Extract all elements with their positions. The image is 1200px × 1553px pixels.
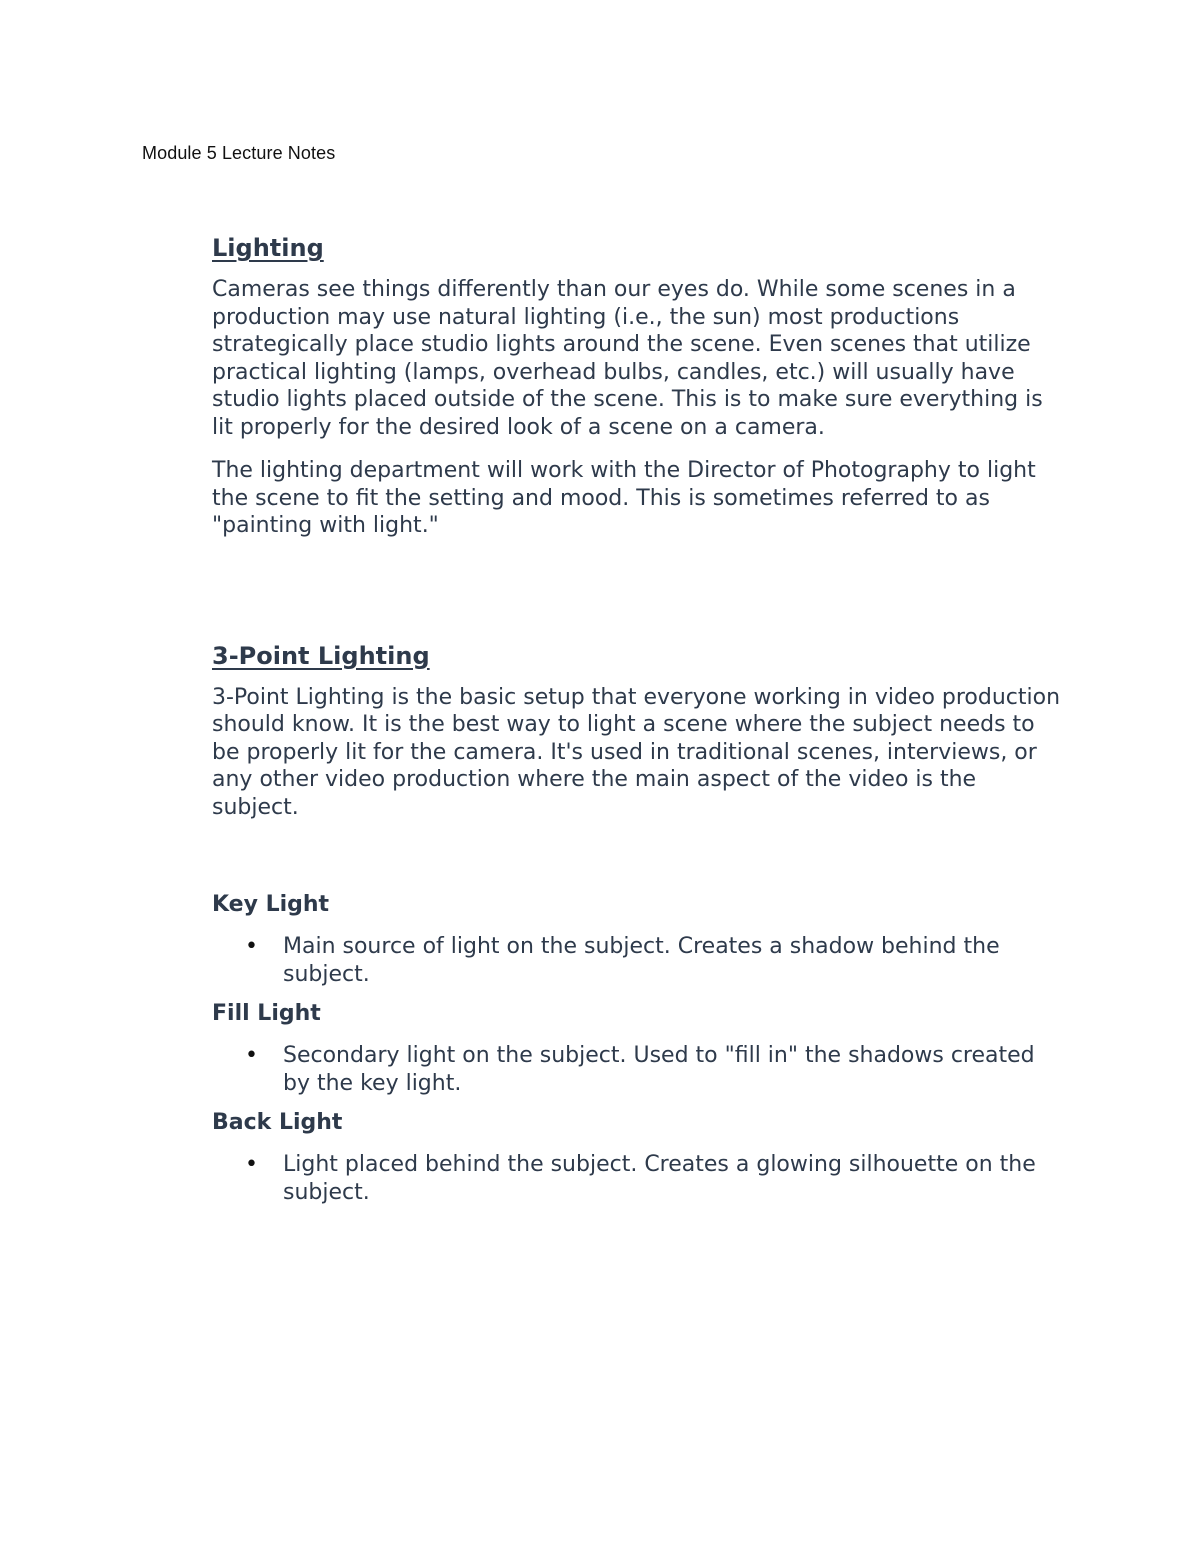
subsection-spacer [212, 821, 1062, 879]
three-point-lighting-section [212, 636, 1062, 1207]
fill-light-heading: Fill Light [212, 1001, 321, 1026]
bullet-icon: • [245, 934, 258, 959]
back-light-description: Light placed behind the subject. Creates a glowing silhouette on the subject. [283, 1152, 1036, 1205]
section-spacer [212, 540, 1062, 636]
lighting-heading: Lighting [212, 234, 324, 262]
key-light-block [212, 891, 1062, 988]
lighting-paragraph-2: The lighting department will work with the Director of Photography to light the scene to fit the setting and mood. This is sometimes referred to as "painting with light." [212, 458, 1036, 538]
back-light-block [212, 1109, 1062, 1206]
lighting-paragraph-1: Cameras see things differently than our eyes do. While some scenes in a production may use natural lighting (i.e., the sun) most productions strategically place studio lights around the scene. Even scenes that utilize practical lighting (lamps, overhead bulbs, candles, etc.) will usually have studio lights placed outside of the scene. This is to make sure everything is lit properly for the desired look of a scene on a camera. [212, 277, 1043, 440]
key-light-list [212, 933, 1062, 988]
key-light-heading: Key Light [212, 892, 330, 917]
three-point-lighting-intro: 3-Point Lighting is the basic setup that everyone working in video production should know. It is the best way to light a scene where the subject needs to be properly lit for the camera. It's used in traditional scenes, interviews, or any other video production where the main aspect of the video is the subject. [212, 684, 1061, 820]
list-item [212, 1151, 1062, 1206]
list-item [212, 1042, 1062, 1097]
back-light-list [212, 1151, 1062, 1206]
bullet-icon: • [245, 1152, 258, 1177]
three-point-lighting-heading: 3-Point Lighting [212, 641, 430, 670]
list-item [212, 933, 1062, 988]
bullet-icon: • [245, 1043, 258, 1068]
key-light-description: Main source of light on the subject. Creates a shadow behind the subject. [283, 934, 1000, 987]
lighting-section [212, 228, 1062, 540]
fill-light-list [212, 1042, 1062, 1097]
fill-light-block [212, 1000, 1062, 1097]
fill-light-description: Secondary light on the subject. Used to "fill in" the shadows created by the key light. [283, 1043, 1035, 1096]
document-body [212, 228, 1062, 1206]
back-light-heading: Back Light [212, 1110, 343, 1135]
document-header-title: Module 5 Lecture Notes [142, 143, 336, 163]
